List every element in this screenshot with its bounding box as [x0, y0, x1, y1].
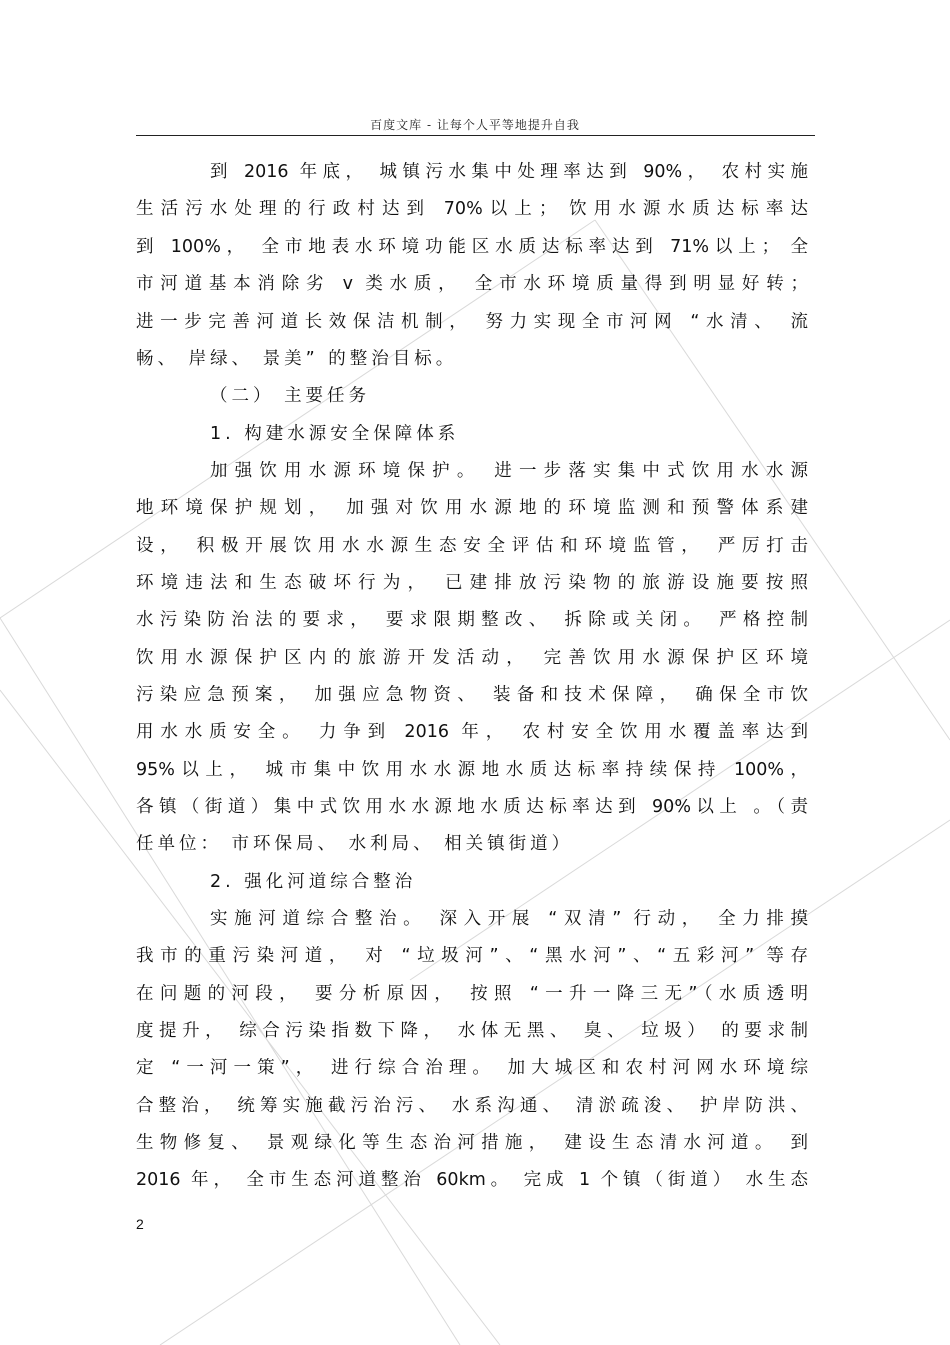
body-line: 生活污水处理的行政村达到 70%以上； 饮用水源水质达标率达: [136, 199, 808, 219]
body-line: 加强饮用水源环境保护。 进一步落实集中式饮用水水源: [210, 461, 808, 481]
body-line: 环境违法和生态破坏行为， 已建排放污染物的旅游设施要按照: [136, 573, 808, 593]
body-line: 饮用水源保护区内的旅游开发活动， 完善饮用水源保护区环境: [136, 648, 808, 668]
body-line: 95%以上， 城市集中饮用水水源地水质达标率持续保持 100%，: [136, 760, 808, 780]
body-line: 度提升， 综合污染指数下降， 水体无黑、 臭、 垃圾） 的要求制: [136, 1021, 808, 1041]
body-line: 生物修复、 景观绿化等生态治河措施， 建设生态清水河道。 到: [136, 1133, 808, 1153]
subsection-heading: 2. 强化河道综合整治: [210, 872, 417, 892]
section-heading: （二） 主要任务: [210, 386, 371, 406]
body-line: 市河道基本消除劣 v 类水质， 全市水环境质量得到明显好转；: [136, 274, 808, 294]
body-line: 到 2016 年底， 城镇污水集中处理率达到 90%， 农村实施: [210, 162, 808, 182]
subsection-heading: 1. 构建水源安全保障体系: [210, 424, 460, 444]
body-line: 我市的重污染河道， 对 “垃圾河”、“黑水河”、“五彩河” 等存: [136, 946, 808, 966]
body-line: 到 100%， 全市地表水环境功能区水质达标率达到 71%以上； 全: [136, 237, 808, 257]
body-line: 水污染防治法的要求， 要求限期整改、 拆除或关闭。 严格控制: [136, 610, 808, 630]
body-line: 在问题的河段， 要分析原因， 按照 “一升一降三无”（水质透明: [136, 984, 808, 1004]
body-line: 用水水质安全。 力争到 2016 年， 农村安全饮用水覆盖率达到: [136, 722, 808, 742]
body-line: 污染应急预案， 加强应急物资、 装备和技术保障， 确保全市饮: [136, 685, 808, 705]
page-number: 2: [136, 1216, 144, 1232]
body-line: 合整治， 统筹实施截污治污、 水系沟通、 清淤疏浚、 护岸防洪、: [136, 1096, 808, 1116]
header-divider: [136, 135, 815, 136]
body-line: 设， 积极开展饮用水水源生态安全评估和环境监管， 严厉打击: [136, 536, 808, 556]
body-line: 地环境保护规划， 加强对饮用水源地的环境监测和预警体系建: [136, 498, 808, 518]
body-line: 各镇（街道）集中式饮用水水源地水质达标率达到 90%以上 。（责: [136, 797, 808, 817]
body-line: 实施河道综合整治。 深入开展 “双清” 行动， 全力排摸: [210, 909, 808, 929]
body-line: 2016 年， 全市生态河道整治 60km。 完成 1 个镇（街道） 水生态: [136, 1170, 808, 1190]
page-header: 百度文库 - 让每个人平等地提升自我: [370, 118, 580, 132]
body-line: 进一步完善河道长效保洁机制， 努力实现全市河网 “水清、 流: [136, 312, 808, 332]
body-line: 定 “一河一策”， 进行综合治理。 加大城区和农村河网水环境综: [136, 1058, 808, 1078]
body-line: 任单位： 市环保局、 水利局、 相关镇街道）: [136, 834, 574, 854]
body-line: 畅、 岸绿、 景美” 的整治目标。: [136, 349, 458, 369]
